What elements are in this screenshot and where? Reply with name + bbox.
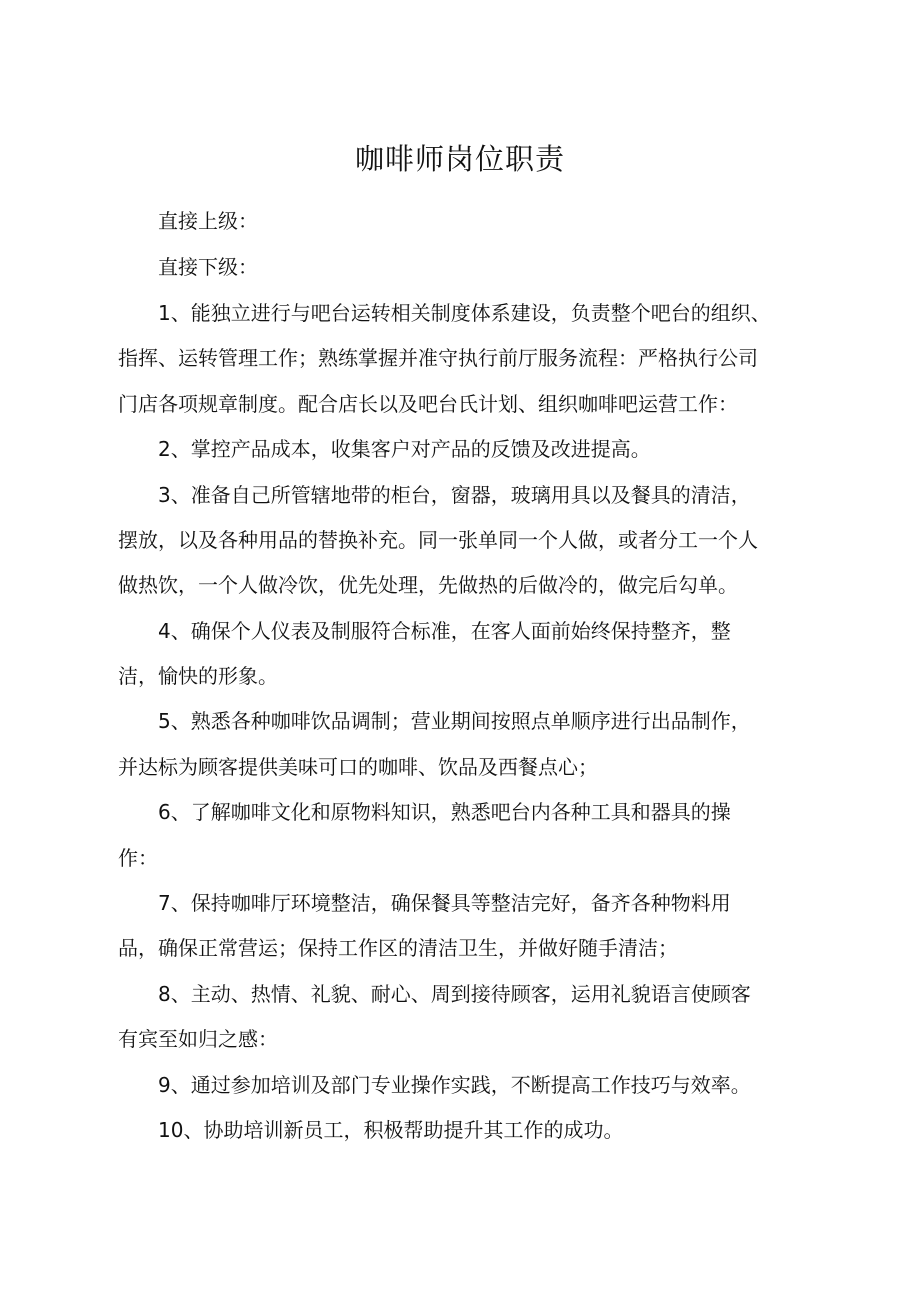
- duty-7-line-2: 品，确保正常营运；保持工作区的清洁卫生，并做好随手清洁；: [118, 936, 678, 960]
- duty-2-line-1: 2、掌控产品成本，收集客户对产品的反馈及改进提高。: [158, 437, 651, 461]
- page-title: 咖啡师岗位职责: [354, 142, 565, 176]
- duty-3-line-1: 3、准备自己所管辖地带的柜台，窗器，玻璃用具以及餐具的清洁，: [158, 483, 751, 507]
- duty-3-line-2: 摆放，以及各种用品的替换补充。同一张单同一个人做，或者分工一个人: [118, 528, 758, 552]
- duty-8-line-1: 8、主动、热情、礼貌、耐心、周到接待顾客，运用礼貌语言使顾客: [158, 982, 751, 1006]
- duty-1-line-1: 1、能独立进行与吧台运转相关制度体系建设，负责整个吧台的组织、: [158, 301, 771, 325]
- duty-5-line-2: 并达标为顾客提供美味可口的咖啡、饮品及西餐点心；: [118, 755, 598, 779]
- duty-9-line-1: 9、通过参加培训及部门专业操作实践，不断提高工作技巧与效率。: [158, 1073, 751, 1097]
- duty-8-line-2: 有宾至如归之感：: [118, 1027, 278, 1051]
- duty-3-line-3: 做热饮，一个人做冷饮，优先处理，先做热的后做冷的，做完后勾单。: [118, 573, 738, 597]
- duty-5-line-1: 5、熟悉各种咖啡饮品调制；营业期间按照点单顺序进行出品制作，: [158, 709, 751, 733]
- duty-1-line-2: 指挥、运转管理工作；熟练掌握并准守执行前厅服务流程：严格执行公司: [118, 346, 758, 370]
- direct-superior-label: 直接上级：: [158, 209, 258, 233]
- duty-1-line-3: 门店各项规章制度。配合店长以及吧台氏计划、组织咖啡吧运营工作：: [118, 392, 738, 416]
- duty-4-line-1: 4、确保个人仪表及制服符合标准，在客人面前始终保持整齐，整: [158, 619, 731, 643]
- duty-6-line-1: 6、了解咖啡文化和原物料知识，熟悉吧台内各种工具和器具的操: [158, 800, 731, 824]
- duty-4-line-2: 洁，愉快的形象。: [118, 664, 278, 688]
- duty-7-line-1: 7、保持咖啡厅环境整洁，确保餐具等整洁完好，备齐各种物料用: [158, 891, 731, 915]
- duty-10-line-1: 10、协助培训新员工，积极帮助提升其工作的成功。: [158, 1118, 624, 1142]
- duty-6-line-2: 作：: [118, 846, 158, 870]
- direct-subordinate-label: 直接下级：: [158, 255, 258, 279]
